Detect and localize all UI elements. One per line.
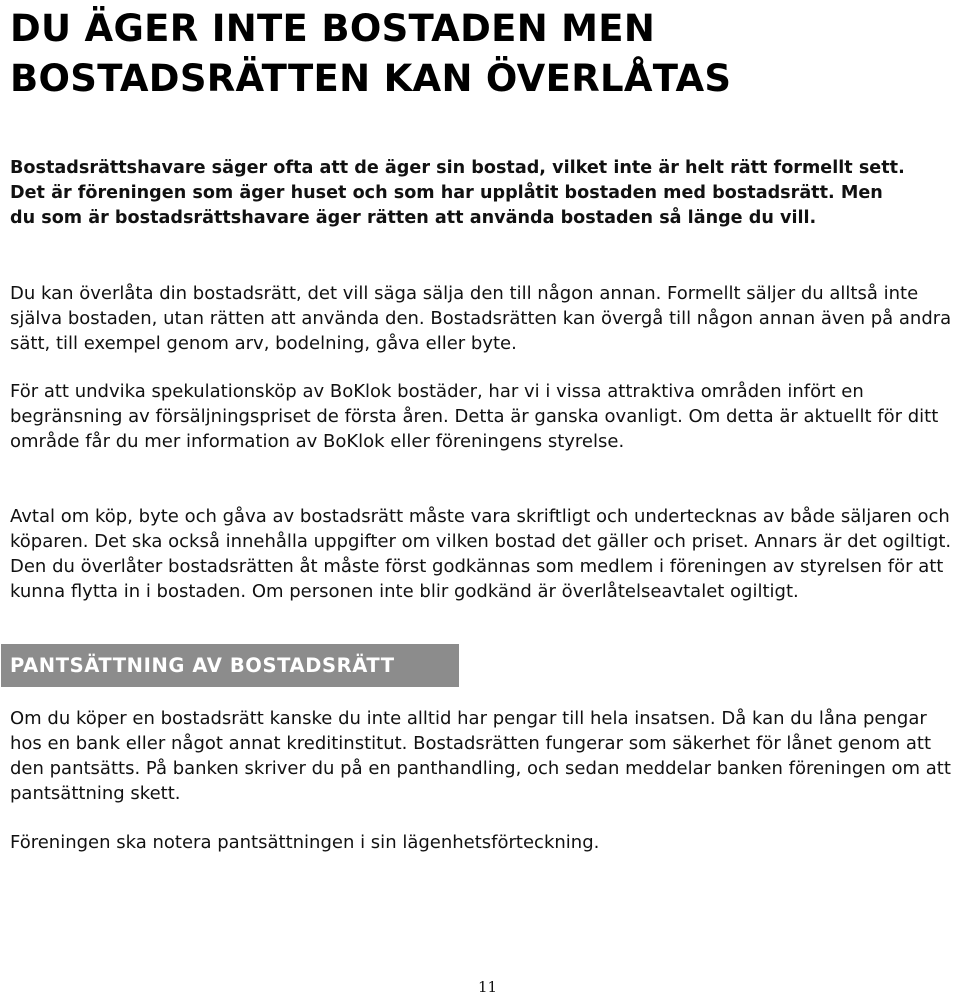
section-heading-pledging: PANTSÄTTNING AV BOSTADSRÄTT xyxy=(1,644,459,687)
page-number: 11 xyxy=(477,978,498,996)
transfer-paragraph: Du kan överlåta din bostadsrätt, det vill säga sälja den till någon annan. Formellt säljer du alltså inte själva bostaden, utan rätten att använda den. Bostadsrätten kan övergå till någon annan även på andra sätt, till exempel genom arv, bodelning, gåva eller byte. xyxy=(10,283,952,354)
page-title xyxy=(10,4,950,104)
price-limit-paragraph: För att undvika spekulationsköp av BoKlok bostäder, har vi i vissa attraktiva områden infört en begränsning av försäljningspriset de första åren. Detta är ganska ovanligt. Om detta är aktuellt för ditt område får du mer information av BoKlok eller föreningens styrelse. xyxy=(10,381,939,452)
pledging-register-paragraph: Föreningen ska notera pantsättningen i sin lägenhetsförteckning. xyxy=(10,832,600,853)
page-title-line-2: BOSTADSRÄTTEN KAN ÖVERLÅTAS xyxy=(10,57,732,100)
pledging-loan-paragraph: Om du köper en bostadsrätt kanske du inte alltid har pengar till hela insatsen. Då kan du låna pengar hos en bank eller något annat kreditinstitut. Bostadsrätten fungerar som säkerhet för lånet genom att den pantsätts. På banken skriver du på en panthandling, och sedan meddelar banken föreningen om att pantsättning skett. xyxy=(10,708,951,804)
intro-paragraph: Bostadsrättshavare säger ofta att de äger sin bostad, vilket inte är helt rätt formellt sett. Det är föreningen som äger huset och som har upplåtit bostaden med bostadsrätt. Men du som är bostadsrättshavare äger rätten att använda bostaden så länge du vill. xyxy=(10,158,905,228)
agreement-paragraph: Avtal om köp, byte och gåva av bostadsrätt måste vara skriftligt och undertecknas av både säljaren och köparen. Det ska också innehålla uppgifter om vilken bostad det gäller och priset. Annars är det ogiltigt. Den du överlåter bostadsrätten åt måste först godkännas som medlem i föreningen av styrelsen för att kunna flytta in i bostaden. Om personen inte blir godkänd är överlåtelseavtalet ogiltigt. xyxy=(10,506,952,602)
page-title-line-1: DU ÄGER INTE BOSTADEN MEN xyxy=(10,7,656,50)
